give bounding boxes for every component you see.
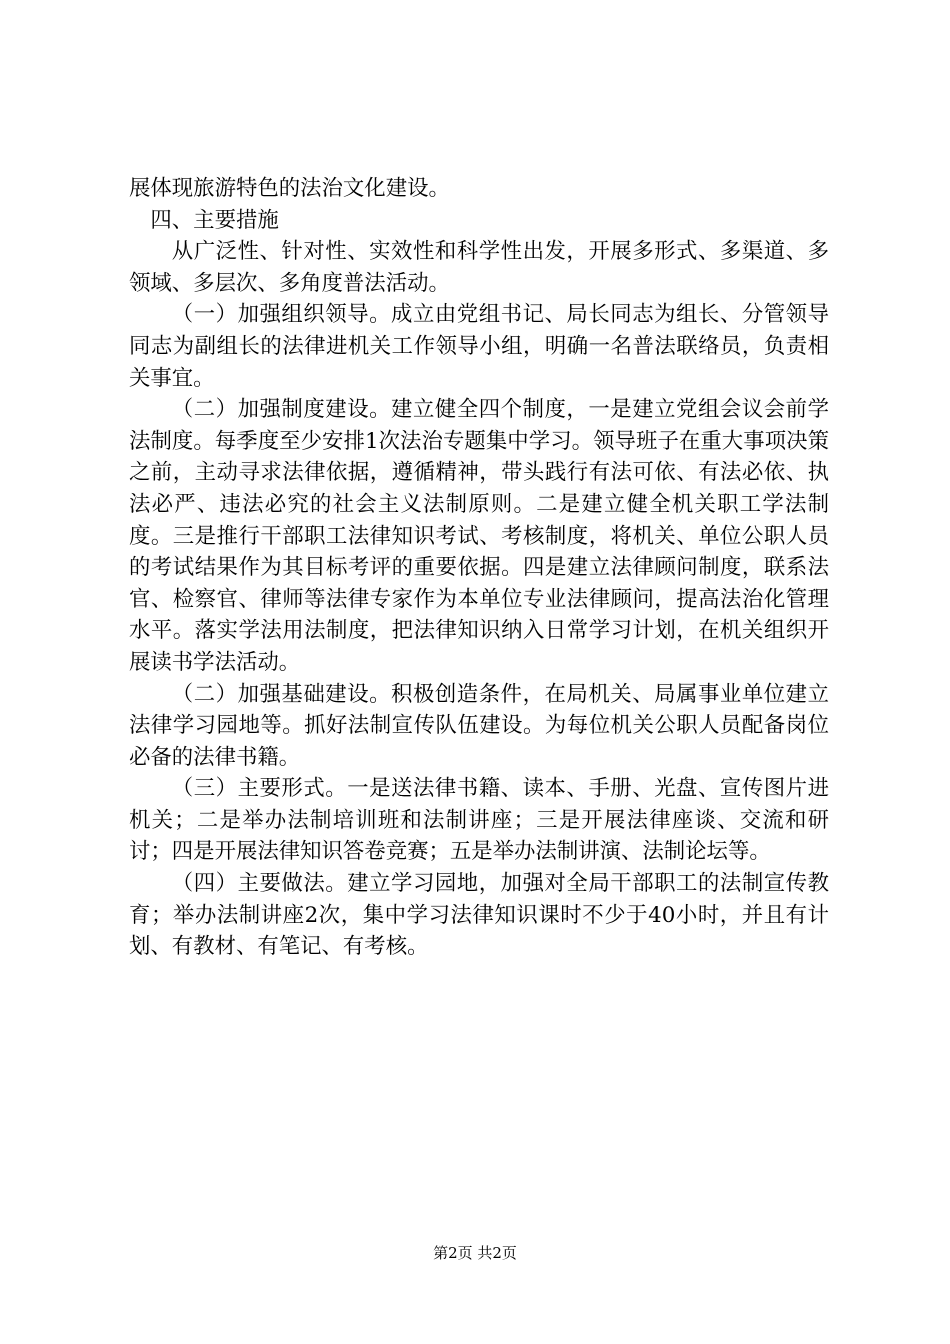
- document-body: [129, 173, 829, 963]
- page-number-footer: 第2页 共2页: [433, 1244, 517, 1262]
- paragraph-main-forms: （三）主要形式。一是送法律书籍、读本、手册、光盘、宣传图片进机关；二是举办法制培训班和法制讲座；三是开展法律座谈、交流和研讨；四是开展法律知识答卷竞赛；五是举办法制讲演、法制论坛等。: [129, 776, 829, 865]
- paragraph-foundation-building: （二）加强基础建设。积极创造条件，在局机关、局属事业单位建立法律学习园地等。抓好法制宣传队伍建设。为每位机关公职人员配备岗位必备的法律书籍。: [129, 681, 829, 770]
- paragraph-continuation: 展体现旅游特色的法治文化建设。: [129, 176, 450, 201]
- paragraph-main-practices: （四）主要做法。建立学习园地，加强对全局干部职工的法制宣传教育；举办法制讲座2次，集中学习法律知识课时不少于40小时，并且有计划、有教材、有笔记、有考核。: [129, 871, 829, 960]
- paragraph-intro: 从广泛性、针对性、实效性和科学性出发，开展多形式、多渠道、多领域、多层次、多角度普法活动。: [129, 239, 829, 296]
- paragraph-organization-leadership: （一）加强组织领导。成立由党组书记、局长同志为组长、分管领导同志为副组长的法律进机关工作领导小组，明确一名普法联络员，负责相关事宜。: [129, 302, 829, 391]
- section-heading-main-measures: 四、主要措施: [150, 207, 279, 233]
- paragraph-system-building: （二）加强制度建设。建立健全四个制度，一是建立党组会议会前学法制度。每季度至少安排1次法治专题集中学习。领导班子在重大事项决策之前，主动寻求法律依据，遵循精神，带头践行有法可依、有法必依、执法必严、违法必究的社会主义法制原则。二是建立健全机关职工学法制度。三是推行干部职工法律知识考试、考核制度，将机关、单位公职人员的考试结果作为其目标考评的重要依据。四是建立法律顾问制度，联系法官、检察官、律师等法律专家作为本单位专业法律顾问，提高法治化管理水平。落实学法用法制度，把法律知识纳入日常学习计划，在机关组织开展读书学法活动。: [129, 397, 829, 675]
